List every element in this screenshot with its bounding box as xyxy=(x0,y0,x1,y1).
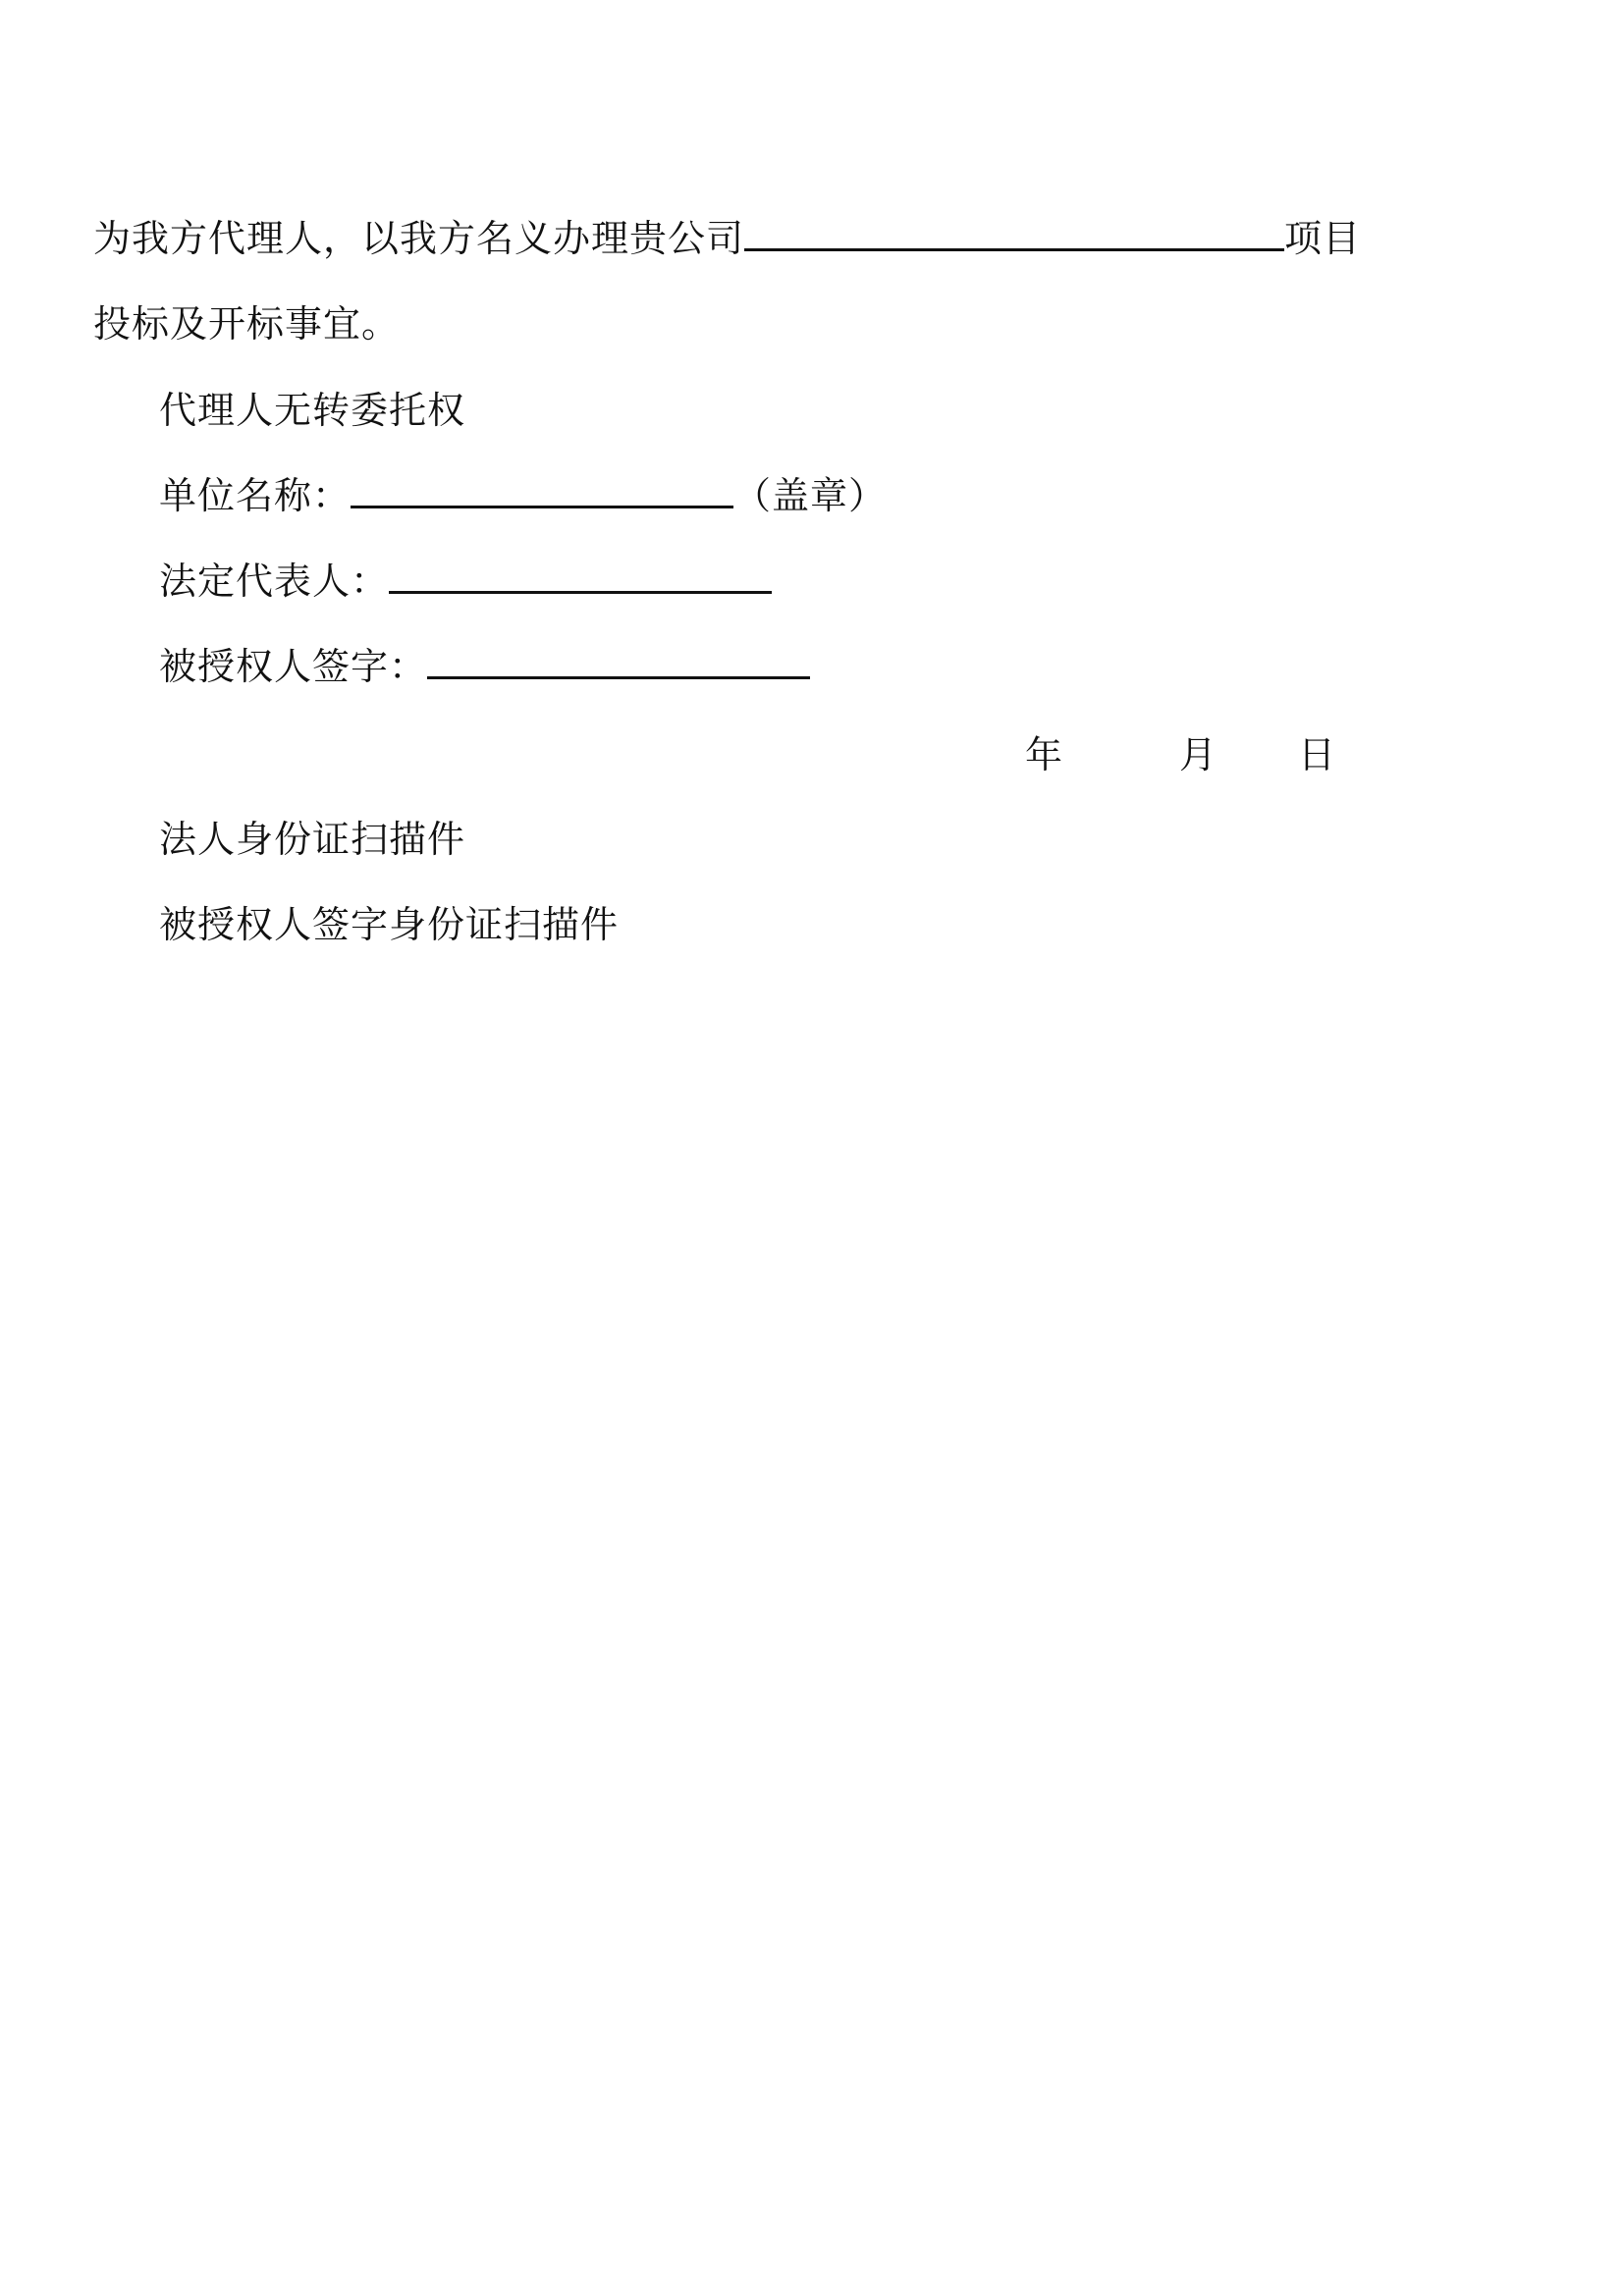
authorization-text-prefix: 为我方代理人，以我方名义办理贵公司 xyxy=(93,217,745,260)
signer-label: 被授权人签字： xyxy=(159,645,428,688)
date-year-label: 年 xyxy=(1025,733,1063,776)
signer-line xyxy=(159,642,810,691)
no-subdelegation-text: 代理人无转委托权 xyxy=(159,389,466,432)
authorization-line-1 xyxy=(93,214,1361,263)
company-name-line xyxy=(159,471,887,520)
company-seal-label: （盖章） xyxy=(733,474,888,517)
company-name-label: 单位名称： xyxy=(159,474,352,517)
legal-id-scan-text: 法人身份证扫描件 xyxy=(159,818,466,861)
authorization-text-line2: 投标及开标事宜。 xyxy=(93,302,401,346)
project-name-blank[interactable] xyxy=(744,219,1284,251)
legal-id-scan-line xyxy=(159,815,465,864)
signer-blank[interactable] xyxy=(427,647,810,679)
date-day-label: 日 xyxy=(1298,733,1336,776)
signer-id-scan-text: 被授权人签字身份证扫描件 xyxy=(159,903,620,946)
authorization-line-2 xyxy=(93,299,400,348)
date-month-label: 月 xyxy=(1179,733,1218,776)
authorization-text-suffix: 项目 xyxy=(1284,217,1362,260)
signer-id-scan-line xyxy=(159,900,619,949)
company-name-blank[interactable] xyxy=(351,476,733,508)
legal-rep-line xyxy=(159,557,772,606)
legal-rep-label: 法定代表人： xyxy=(159,560,390,603)
no-subdelegation-line xyxy=(159,386,465,435)
legal-rep-blank[interactable] xyxy=(389,561,772,594)
